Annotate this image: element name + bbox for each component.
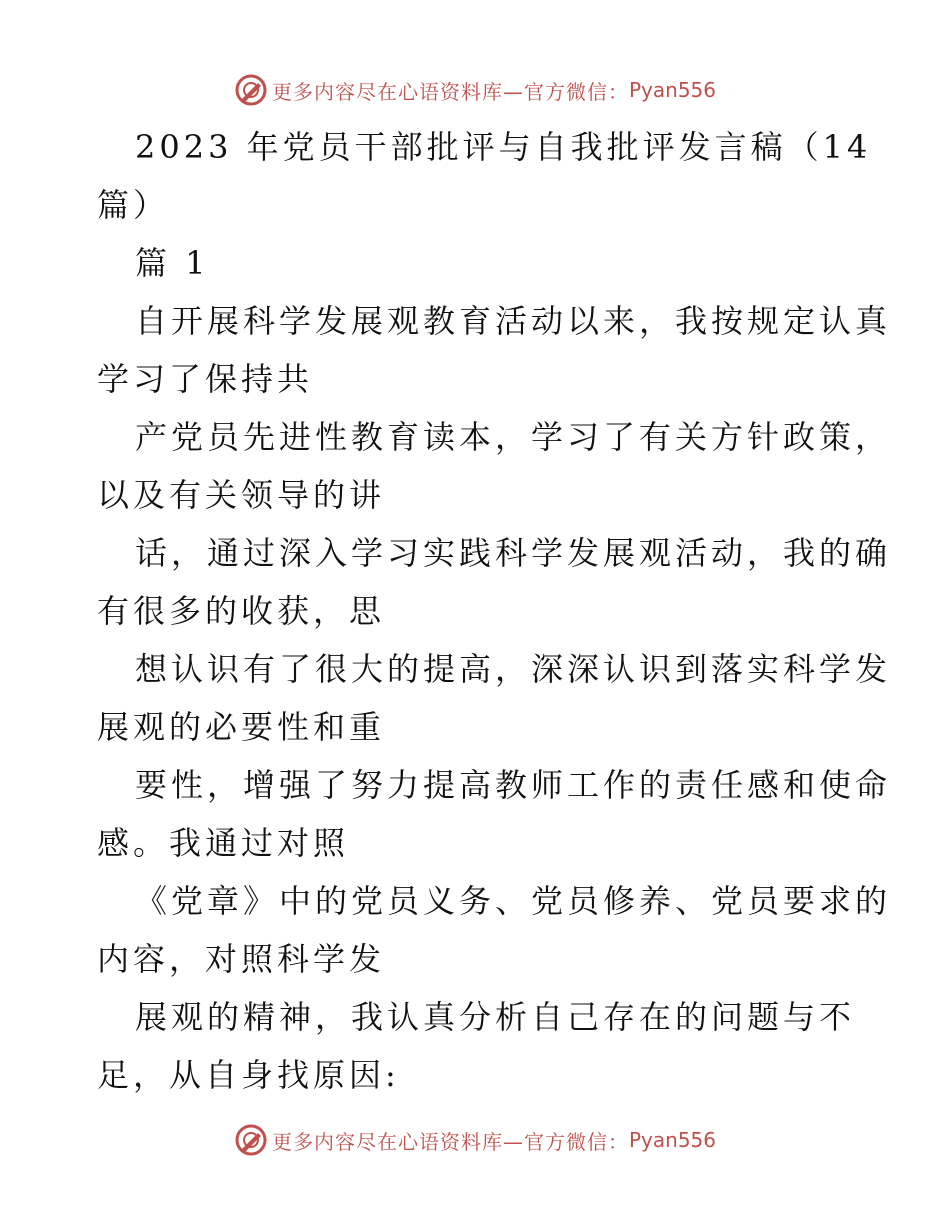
paragraph-line: 有很多的收获，思 xyxy=(97,592,386,630)
watermark-text: 更多内容尽在心语资料库—官方微信： xyxy=(271,79,629,104)
paragraph-line: 感。我通过对照 xyxy=(97,824,350,862)
paragraph-line: 想认识有了很大的提高，深深认识到落实科学发 xyxy=(135,650,892,688)
header-watermark xyxy=(0,70,950,110)
document-title-line-1: 2023 年党员干部批评与自我批评发言稿（14 xyxy=(135,128,872,166)
paragraph-line: 以及有关领导的讲 xyxy=(97,476,386,514)
paragraph-line: 足，从自身找原因: xyxy=(97,1056,400,1094)
paragraph-line: 学习了保持共 xyxy=(97,360,314,398)
watermark-text: 更多内容尽在心语资料库—官方微信： xyxy=(271,1129,629,1154)
footer-watermark xyxy=(0,1120,950,1160)
paragraph-line: 展观的精神，我认真分析自己存在的问题与不 xyxy=(135,998,856,1036)
paragraph-line: 自开展科学发展观教育活动以来，我按规定认真 xyxy=(135,302,892,340)
paragraph-line: 内容，对照科学发 xyxy=(97,940,386,978)
section-heading: 篇 1 xyxy=(135,244,210,282)
paragraph-line: 话，通过深入学习实践科学发展观活动，我的确 xyxy=(135,534,892,572)
paragraph-line: 《党章》中的党员义务、党员修养、党员要求的 xyxy=(135,882,892,920)
document-body xyxy=(97,118,892,1104)
logo-icon xyxy=(234,1123,268,1157)
paragraph-line: 展观的必要性和重 xyxy=(97,708,386,746)
logo-icon xyxy=(234,73,268,107)
paragraph-line: 要性，增强了努力提高教师工作的责任感和使命 xyxy=(135,766,892,804)
paragraph-line: 产党员先进性教育读本，学习了有关方针政策， xyxy=(135,418,892,456)
document-title-line-2: 篇） xyxy=(97,186,170,224)
watermark-code: Pyan556 xyxy=(628,78,716,102)
watermark-code: Pyan556 xyxy=(628,1128,716,1152)
